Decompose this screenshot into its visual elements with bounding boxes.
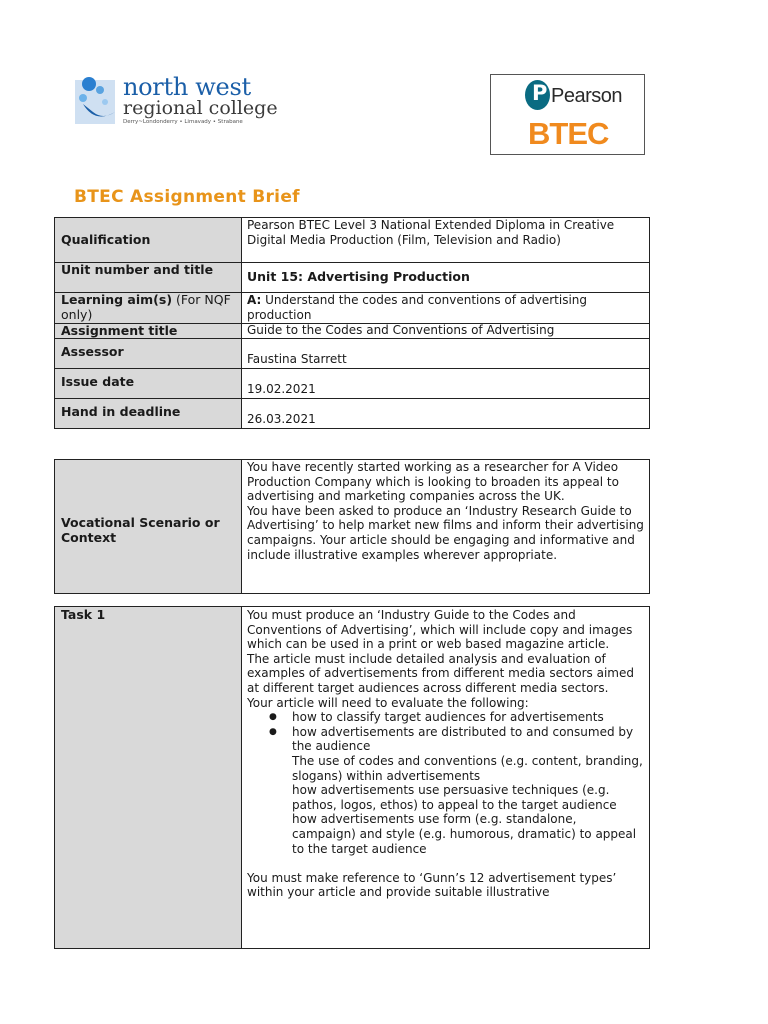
- table-row: [55, 324, 650, 339]
- assessor-label: Assessor: [55, 339, 242, 369]
- college-name-line1: north west: [123, 73, 251, 101]
- list-item: how advertisements use form (e.g. standalone, campaign) and style (e.g. humorous, dramatic) to appeal to the target audience: [292, 812, 637, 856]
- table-row: [55, 607, 650, 949]
- task-para-1: You must produce an ‘Industry Guide to the Codes and Conventions of Advertising’, which will include copy and images which can be used in a print or web based magazine article.: [247, 608, 633, 652]
- list-item: The use of codes and conventions (e.g. content, branding, slogans) within advertisements: [292, 753, 643, 783]
- task-para-3: Your article will need to evaluate the following:: [247, 695, 529, 710]
- task-1-text: [242, 607, 650, 949]
- scenario-table: [54, 459, 650, 594]
- pearson-wordmark: Pearson: [551, 85, 622, 107]
- unit-value: Unit 15: Advertising Production: [242, 263, 650, 293]
- scenario-para-1: You have recently started working as a researcher for A Video Production Company which is looking to broaden its appeal to advertising and marketing companies across the UK.: [247, 460, 619, 504]
- learning-aim-value: A: Understand the codes and conventions of advertising production: [242, 293, 650, 324]
- qualification-value: Pearson BTEC Level 3 National Extended Diploma in Creative Digital Media Production (Film, Television and Radio): [242, 218, 650, 263]
- assessor-value: Faustina Starrett: [242, 339, 650, 369]
- task-para-2: The article must include detailed analysis and evaluation of examples of advertisements from different media sectors aimed at different target audiences across different media sectors.: [247, 651, 634, 695]
- table-row: [55, 218, 650, 263]
- college-campuses: Derry~Londonderry • Limavady • Strabane: [123, 119, 243, 125]
- list-item: ● how to classify target audiences for advertisements: [292, 710, 644, 725]
- scenario-para-2: You have been asked to produce an ‘Industry Research Guide to Advertising’ to help market new films and inform their advertising campaigns. Your article should be engaging and informative and include illustrative examples wherever appropriate.: [247, 503, 644, 562]
- table-row: [55, 369, 650, 399]
- page-title: BTEC Assignment Brief: [74, 187, 300, 207]
- qualification-label: Qualification: [55, 218, 242, 263]
- deadline-value: 26.03.2021: [242, 399, 650, 429]
- issue-date-value: 19.02.2021: [242, 369, 650, 399]
- deadline-label: Hand in deadline: [55, 399, 242, 429]
- college-name-line2: regional college: [123, 97, 278, 119]
- task-table: [54, 606, 650, 949]
- north-west-regional-college-logo: [73, 72, 278, 130]
- task-para-4: You must make reference to ‘Gunn’s 12 advertisement types’ within your article and provide suitable illustrative: [247, 870, 617, 900]
- learning-aim-label: Learning aim(s) (For NQF only): [55, 293, 242, 324]
- scenario-label: Vocational Scenario or Context: [55, 460, 242, 594]
- task-bullet-list: [247, 710, 644, 754]
- list-item: ● how advertisements are distributed to and consumed by the audience: [292, 725, 644, 754]
- assignment-details-table: [54, 217, 650, 429]
- table-row: [55, 399, 650, 429]
- issue-date-label: Issue date: [55, 369, 242, 399]
- assignment-title-value: Guide to the Codes and Conventions of Advertising: [242, 324, 650, 339]
- list-item: how advertisements use persuasive techniques (e.g. pathos, logos, ethos) to appeal to the target audience: [292, 783, 617, 812]
- table-row: [55, 263, 650, 293]
- table-row: [55, 293, 650, 324]
- btec-wordmark: BTEC: [528, 116, 609, 151]
- scenario-text: [242, 460, 650, 594]
- table-row: [55, 339, 650, 369]
- assignment-title-label: Assignment title: [55, 324, 242, 339]
- unit-label: Unit number and title: [55, 263, 242, 293]
- task-1-label: Task 1: [55, 607, 242, 949]
- pearson-btec-logo: P Pearson BTEC: [490, 74, 645, 155]
- table-row: [55, 460, 650, 594]
- college-emblem-icon: [73, 72, 119, 127]
